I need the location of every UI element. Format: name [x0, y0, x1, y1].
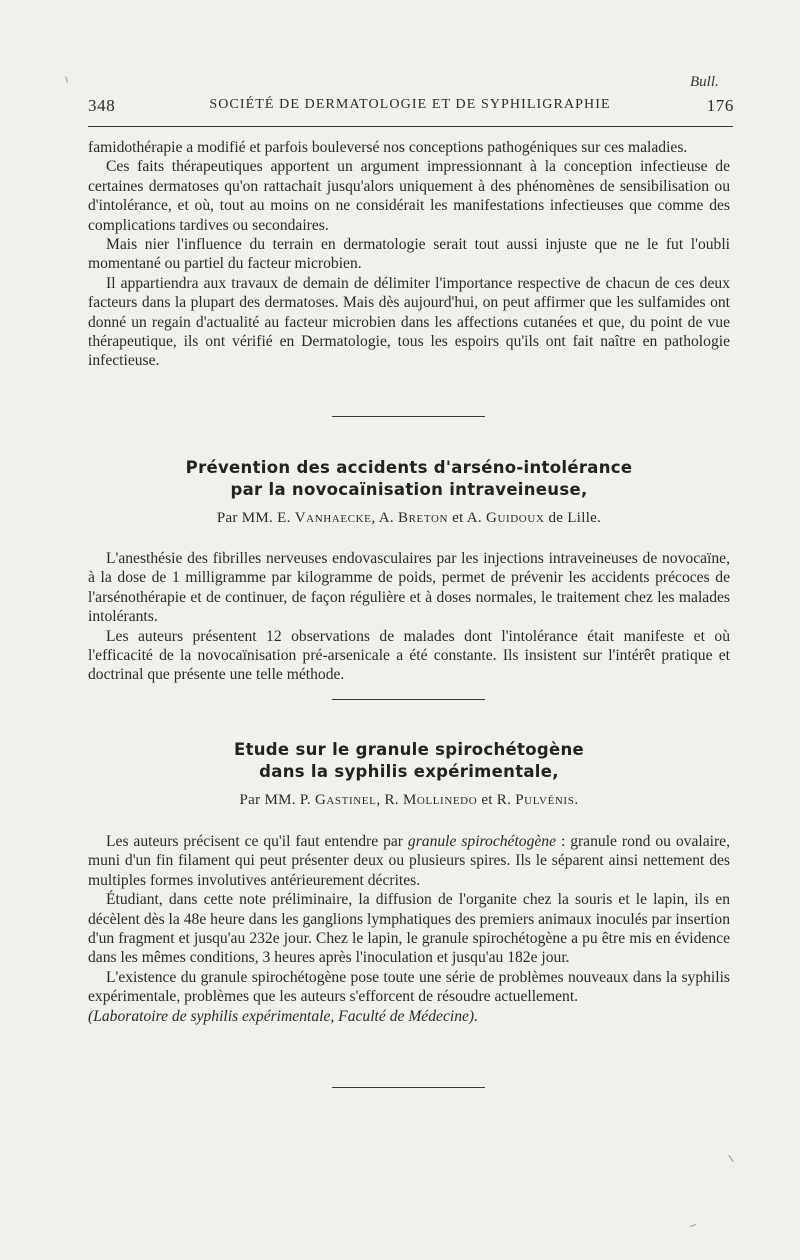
intro-text	[88, 138, 730, 371]
byline-text: Par MM. P.	[239, 792, 311, 808]
title-line: par la novocaïnisation intraveineuse,	[230, 480, 588, 499]
header-rule	[88, 126, 733, 127]
paragraph: Étudiant, dans cette note préliminaire, la diffusion de l'organite chez la souris et le lapin, ils en décèlent dès la 48e heure dans les ganglions lymphatiques des premiers animaux inoculés par insertion d'un fragment et jusqu'au 232e jour. Chez le lapin, le granule spirochétogène a pu être mis en évidence dans les mêmes conditions, 3 heures après l'inoculation et jusqu'au 182e jour.	[88, 891, 730, 967]
author-name: Breton	[397, 510, 449, 526]
page-number-right: 176	[706, 96, 734, 115]
byline-text: , R.	[376, 792, 399, 808]
paragraph	[88, 832, 730, 890]
title-line: dans la syphilis expérimentale,	[259, 762, 559, 781]
margin-mark	[65, 75, 71, 82]
article-body	[88, 832, 730, 1026]
text-run: : granule rond ou ovalaire, muni d'un fin filament qui peut présenter deux ou plusieurs spires. Ils le séparent ainsi nettement des multiples formes involutives antérieurement décrites.	[88, 833, 730, 889]
paragraph: Les auteurs présentent 12 observations de malades dont l'intolérance était manifeste et où l'efficacité de la novocaïnisation pré-arsenicale a été constante. Ils insistent sur l'intérêt pratique et doctrinal que présente une telle méthode.	[88, 627, 730, 684]
byline-text: et A.	[448, 510, 482, 526]
author-name: Gastinel	[314, 792, 377, 808]
byline	[88, 792, 730, 809]
section-separator	[332, 416, 485, 417]
author-name: Mollinedo	[402, 792, 478, 808]
article-body	[88, 549, 730, 685]
author-name: Vanhaecke	[294, 510, 372, 526]
title-line: Prévention des accidents d'arséno-intolérance	[185, 458, 633, 477]
page-number-left: 348	[88, 96, 116, 115]
margin-mark	[690, 1224, 696, 1227]
paragraph: famidothérapie a modifié et parfois bouleversé nos conceptions pathogéniques sur ces maladies.	[88, 139, 688, 156]
defined-term: granule spirochétogène	[407, 833, 557, 850]
article-title	[88, 457, 730, 501]
author-name: Guidoux	[486, 510, 545, 526]
paragraph: Ces faits thérapeutiques apportent un argument impressionnant à la conception infectieuse de certaines dermatoses qu'on rattachait jusqu'alors uniquement à des phénomènes de sensibilisation ou d'intolérance, et où, tout au moins on ne considérait les manifestations infectieuses que comme des complications tardives ou secondaires.	[88, 158, 730, 234]
paragraph: Il appartiendra aux travaux de demain de délimiter l'importance respective de chacun de ces deux facteurs dans la plupart des dermatoses. Mais dès aujourd'hui, on peut affirmer que les sulfamides ont donné un regain d'actualité au facteur microbien dans les affections cutanées et que, du point de vue thérapeutique, ils ont vérifié en Dermatologie, tous les espoirs qu'ils ont fait naître en pathologie infectieuse.	[88, 274, 730, 370]
laboratory-credit: (Laboratoire de syphilis expérimentale, Faculté de Médecine).	[88, 1007, 479, 1025]
byline-text: et R.	[477, 792, 512, 808]
paragraph: L'existence du granule spirochétogène pose toute une série de problèmes nouveaux dans la syphilis expérimentale, problèmes que les auteurs s'efforcent de résoudre actuellement.	[88, 968, 730, 1006]
paragraph: L'anesthésie des fibrilles nerveuses endovasculaires par les injections intraveineuses de novocaïne, à la dose de 1 milligramme par kilogramme de poids, permet de prévenir les accidents précoces de l'arsénothérapie et de continuer, de façon régulière et à doses normales, le traitement chez les malades intolérants.	[88, 550, 730, 626]
byline-text: .	[574, 792, 579, 808]
section-separator	[332, 699, 485, 700]
byline-text: de Lille.	[544, 510, 602, 526]
title-line: Etude sur le granule spirochétogène	[234, 740, 584, 759]
article-title	[88, 739, 730, 783]
byline-text: Par MM. E.	[216, 510, 291, 526]
byline	[88, 510, 730, 527]
bull-annotation: Bull.	[690, 74, 719, 90]
paragraph: Mais nier l'influence du terrain en dermatologie serait tout aussi injuste que ne le fut l'oubli momentané ou partiel du facteur microbien.	[88, 236, 730, 273]
running-head	[86, 96, 734, 118]
byline-text: , A.	[371, 510, 394, 526]
author-name: Pulvénis	[515, 792, 575, 808]
journal-title: SOCIÉTÉ DE DERMATOLOGIE ET DE SYPHILIGRAPHIE	[209, 97, 611, 112]
text-run: Les auteurs précisent ce qu'il faut entendre par	[106, 833, 408, 850]
margin-mark	[728, 1155, 733, 1162]
section-separator	[332, 1087, 485, 1088]
